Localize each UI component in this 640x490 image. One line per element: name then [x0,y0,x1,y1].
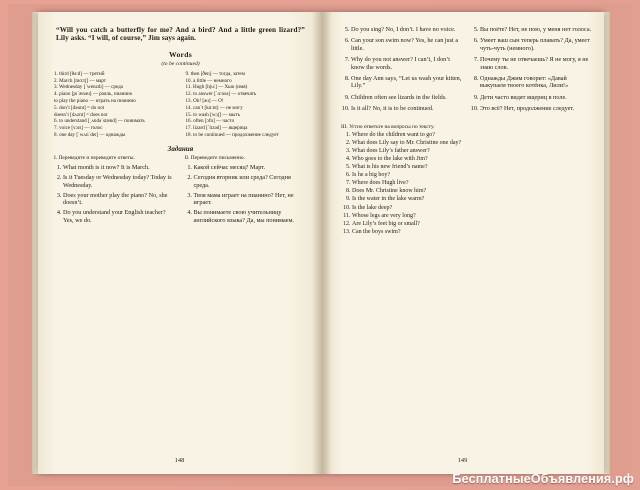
question-item: 1. Where do the children want to go? [352,132,592,140]
question-item: 6. Is he a big boy? [352,172,592,180]
exercise-2-item: 3. Твоя мама играет на пианино? Нет, не играет. [194,192,308,207]
exercise-2-column [185,155,308,227]
exercise-2-item: 8. Однажды Джим говорит: «Давай выкупаем твоего котёнка, Лили!» [480,75,592,90]
vocab-item: 7. voice [vɔɪs] — голос [54,125,103,132]
exercise-2-item: 7. Почему ты не отвечаешь? Я не могу, я не знаю слов. [480,56,592,71]
story-paragraph: “Will you catch a butterfly for me? And a bird? And a little green lizard?” Lily asks. “I will, of course,” Jim says again. [56,26,305,43]
exercise-2-item: 4. Вы понимаете свою учительницу английского языка? Да, мы понимаем. [194,209,308,224]
exercise-1-item: 7. Why do you not answer? I can’t, I don’t know the words. [351,56,463,71]
vocab-item: doesn’t [dʌznt] = does not [54,111,108,118]
exercise-1-item: 1. What month is it now? It is March. [63,164,177,171]
question-item: 12. Are Lily’s feet big or small? [352,221,592,229]
exercise-1-column [54,155,177,227]
exercises-continued [341,26,592,117]
right-page [321,12,604,474]
question-item: 10. Is the lake deep? [352,205,592,213]
question-item: 11. Whose legs are very long? [352,213,592,221]
page-edge-right [604,12,610,474]
vocab-item: 18. to be continued — продолжение следует [185,131,279,138]
vocabulary-list [54,71,307,139]
exercise-1-list [54,164,177,224]
question-item: 4. Who goes to the lake with Jim? [352,156,592,164]
question-item: 7. Where does Hugh live? [352,180,592,188]
vocab-item: 5. don’t [dəunt] = do not [54,104,105,111]
vocab-item: 13. Oh! [əu] — О! [185,98,224,104]
exercise-1-item: 10. Is it all? No, it is to be continued. [351,105,463,112]
vocab-item: 10. a little — немного [185,77,232,84]
exercise-2-item: 10. Это всё? Нет, продолжение следует. [480,105,592,112]
watermark-text: БесплатныеОбъявления.рф [452,472,634,486]
vocab-item: 14. can’t [kɑ:nt] — не могу [185,104,243,111]
exercise-1-item: 4. Do you understand your English teacher? Yes, we do. [63,209,177,224]
words-heading: Words [168,49,193,59]
vocab-item: 17. lizard [ˈlɪzəd] — ящерица [185,125,248,132]
exercise-2-item: 1. Какой сейчас месяц? Март. [194,164,308,171]
left-page [38,12,321,474]
vocab-item: 16. often [ɔfn] — часто [185,118,235,125]
exercise-1-instruction: I. Переведите и переведите ответы. [54,154,135,161]
question-item: 9. Is the water in the lake warm? [352,196,592,204]
vocab-item: 1. third [θə:d] — третий [54,70,105,77]
question-item: 2. What does Lily say to Mr. Christine one day? [352,140,592,148]
exercise-1-item: 2. Is it Tuesday or Wednesday today? Today is Wednesday. [63,174,177,189]
open-book-pages [38,12,604,474]
vocab-item: 2. March [mɑ:tʃ] — март [54,77,107,84]
exercise-2-continued-list [470,26,592,113]
exercise-1-continued-list [341,26,463,113]
vocab-item: 15. to wash [wɔʃ] — мыть [185,111,240,118]
exercise-2-item: 2. Сегодня вторник или среда? Сегодня среда. [194,174,308,189]
question-item: 8. Does Mr. Christine know him? [352,188,592,196]
vocab-item: to play the piano — играть на пианино [54,98,136,104]
exercise-3-instruction: III. Устно ответьте на вопросы по тексту. [341,123,435,130]
exercise-2-instruction: II. Переведите письменно. [184,154,245,161]
exercise-1-item: 5. Do you sing? No, I don’t. I have no voice. [351,26,463,33]
exercise-2-item: 6. Умеет ваш сын теперь плавать? Да, умеет чуть-чуть (немного). [480,37,592,52]
exercise-1-continued-column [341,26,463,117]
exercise-1-item: 3. Does your mother play the piano? No, she doesn’t. [63,192,177,207]
exercise-2-continued-column [470,26,592,117]
exercise-2-item: 9. Дети часто видят ящериц в поле. [480,94,592,101]
question-item: 3. What does Lily’s father answer? [352,148,592,156]
exercise-2-list [185,164,308,224]
exercise-2-item: 5. Вы поёте? Нет, не пою, у меня нет голоса. [480,26,592,33]
exercise-1-item: 6. Can your son swim now? Yes, he can just a little. [351,37,463,52]
exercise-3 [341,124,592,237]
vocab-item: 4. piano [pɪˈænəu] — рояль, пианино [54,91,133,98]
vocab-item: 6. to understand [ˌʌndəˈstænd] — понимать [54,118,145,125]
vocab-item: 11. Hugh [hju:] — Хью (имя) [185,84,248,91]
question-item: 13. Can the boys swim? [352,229,592,237]
exercise-1-item: 9. Children often see lizards in the fields. [351,94,463,101]
vocab-item: 3. Wednesday [ˈwenzdɪ] — среда [54,84,123,91]
tasks-heading: Задания [167,144,194,153]
vocab-item: 9. then [ðen] — тогда, затем [185,70,245,77]
exercise-1-item: 8. One day Ann says, “Let us wash your kitten, Lily.” [351,75,463,90]
exercise-3-question-list [341,132,592,237]
vocab-item: 12. to answer [ˈɑ:nsə] — отвечать [185,91,257,98]
page-number-right: 149 [457,457,468,464]
exercises [54,155,307,227]
question-item: 5. What is his new friend’s name? [352,164,592,172]
vocab-item: 8. one day [ˈwʌnˈdeɪ] — однажды [54,131,126,138]
page-number-left: 148 [174,457,185,464]
continued-note: (to be continued) [161,60,200,67]
